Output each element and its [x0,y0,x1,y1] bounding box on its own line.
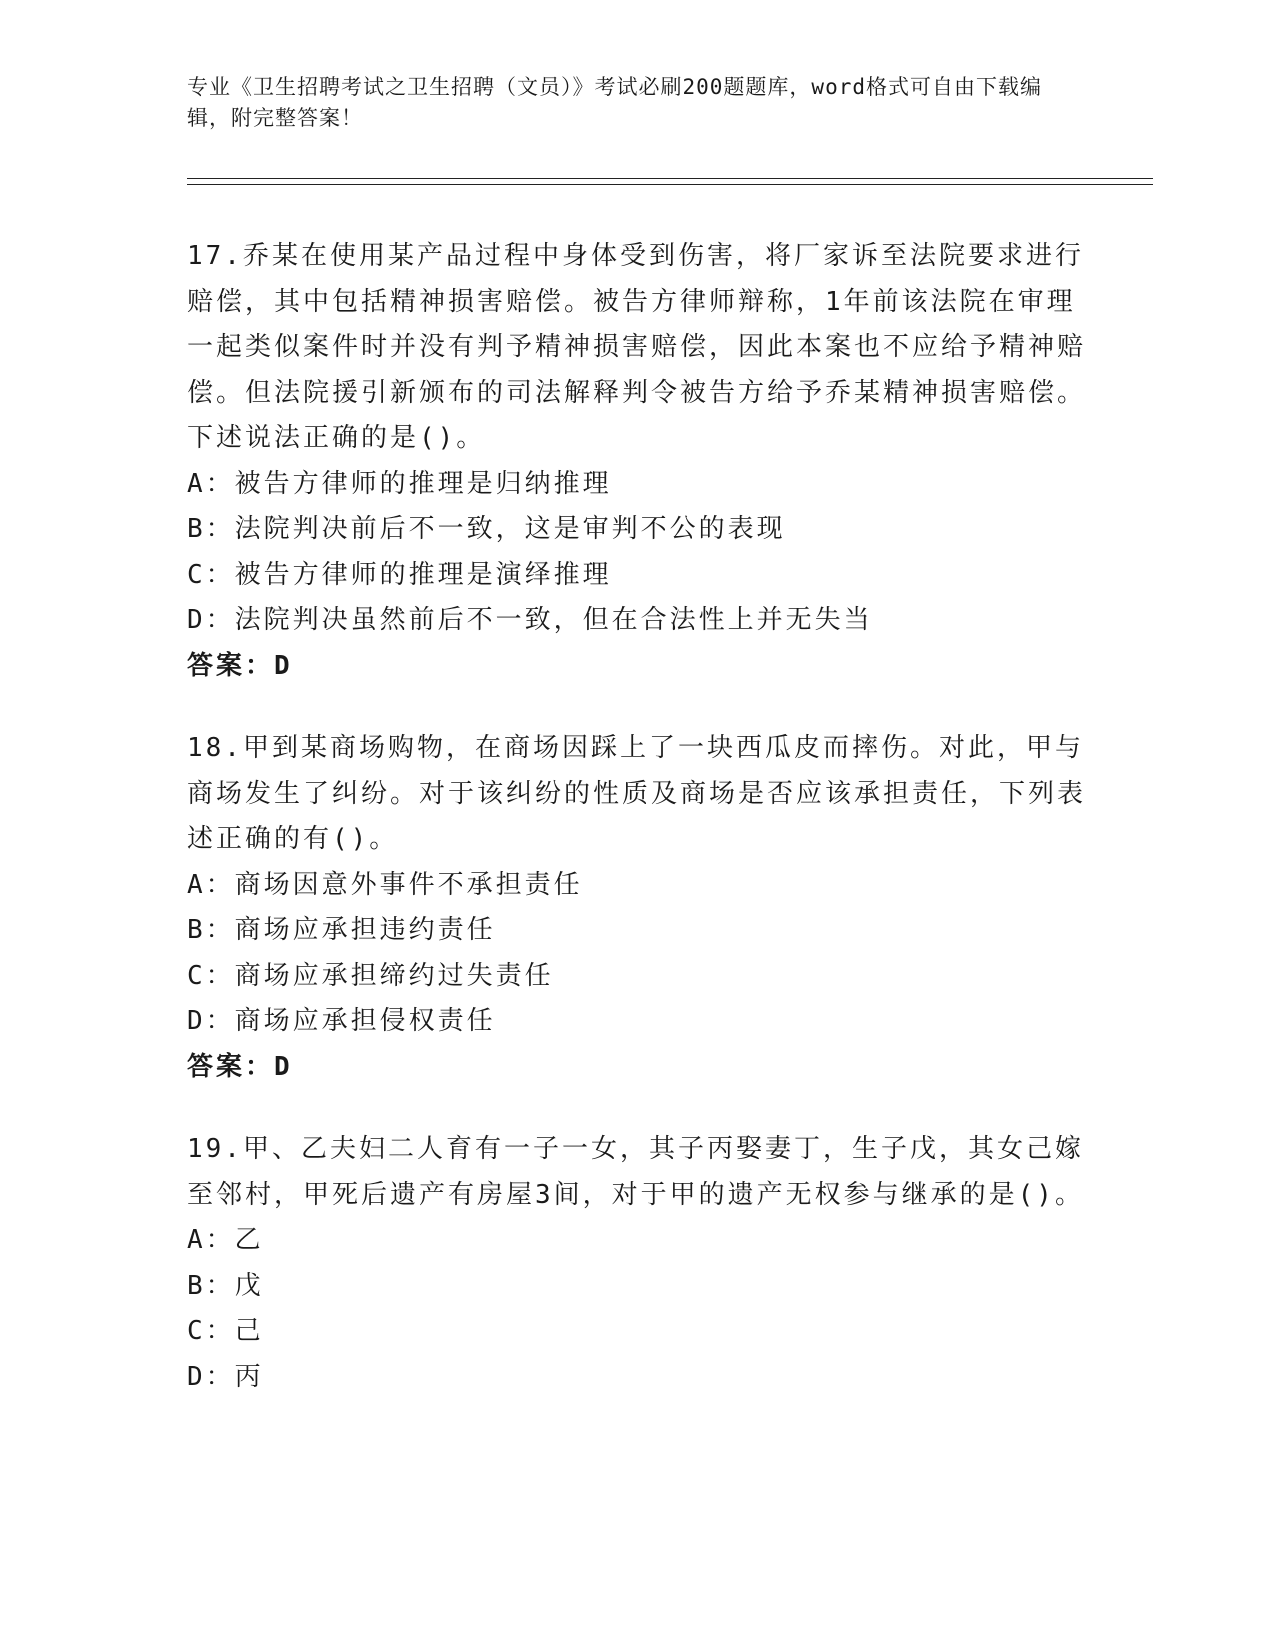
question-stem: 19.甲、乙夫妇二人育有一子一女，其子丙娶妻丁，生子戊，其女己嫁至邻村，甲死后遗产有房屋3间，对于甲的遗产无权参与继承的是()。 [187,1134,1084,1210]
option-c: C：商场应承担缔约过失责任 [187,960,554,991]
option-d: D：法院判决虽然前后不一致，但在合法性上并无失当 [187,605,873,635]
answer: 答案：D [187,1051,293,1082]
answer: 答案：D [187,650,293,681]
option-b: B：戊 [187,1270,264,1301]
option-a: A：被告方律师的推理是归纳推理 [187,468,612,499]
question-stem: 17.乔某在使用某产品过程中身体受到伤害，将厂家诉至法院要求进行赔偿，其中包括精神损害赔偿。被告方律师辩称，1年前该法院在审理一起类似案件时并没有判予精神损害赔偿，因此本案也不应给予精神赔偿。但法院援引新颁布的司法解释判令被告方给予乔某精神损害赔偿。下述说法正确的是()。 [187,241,1087,453]
option-a: A：商场因意外事件不承担责任 [187,869,583,900]
option-b: B：商场应承担违约责任 [187,915,496,945]
option-b: B：法院判决前后不一致，这是审判不公的表现 [187,514,786,544]
header-divider-bottom [187,184,1153,185]
question-18 [187,726,1087,1090]
question-list [187,234,1087,1437]
question-17 [187,234,1087,689]
option-c: C：被告方律师的推理是演绎推理 [187,559,612,590]
option-d: D：商场应承担侵权责任 [187,1006,496,1036]
option-c: C：己 [187,1316,264,1346]
option-d: D：丙 [187,1361,264,1392]
option-a: A：乙 [187,1225,264,1255]
question-19 [187,1127,1087,1400]
header-text: 专业《卫生招聘考试之卫生招聘（文员）》考试必刷200题题库，word格式可自由下载编辑，附完整答案！ [187,75,1042,130]
header-divider-top [187,178,1153,179]
question-stem: 18.甲到某商场购物，在商场因踩上了一块西瓜皮而摔伤。对此，甲与商场发生了纠纷。对于该纠纷的性质及商场是否应该承担责任，下列表述正确的有()。 [187,733,1087,854]
document-header [187,72,1067,134]
